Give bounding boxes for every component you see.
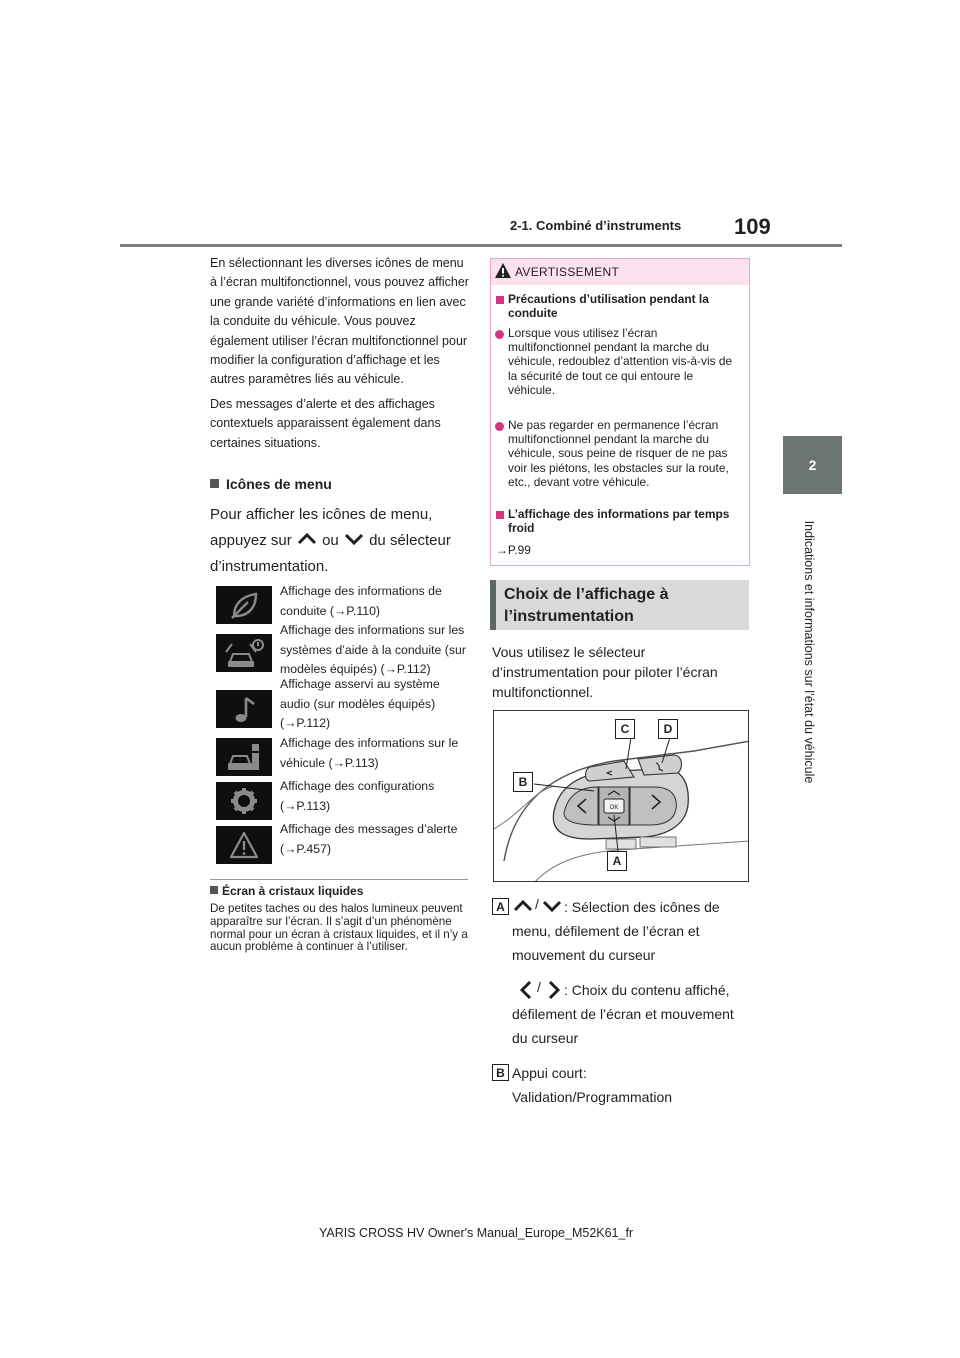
lcd-note-text: De petites taches ou des halos lumineux peuvent apparaître sur l’écran. Il s’agit d’un phénomène normal pour un écran à cristaux liquides, et il n’y a aucun problème à continuer à l’utiliser. [210, 902, 468, 954]
warning-section1-title: Précautions d’utilisation pendant la conduite [508, 292, 709, 321]
menu-instruction-or: ou [322, 532, 339, 549]
section-title: 2-1. Combiné d’instruments [510, 218, 682, 233]
desc-callout-a: A [492, 898, 509, 915]
warning-bullet-2: Ne pas regarder en permanence l’écran multifonctionnel pendant la marche du véhicule, sous peine de risquer de ne pas voir les piétons, les obstacles sur la route, etc., devant votre véhicule. [508, 418, 729, 489]
menu-instruction-before: Pour afficher les icônes de menu, appuyez sur [210, 506, 433, 549]
section-heading: Choix de l’affichage à l’instrumentation [504, 586, 669, 625]
intro-text [210, 254, 472, 458]
icon-desc-driving-info: Affichage des informations de conduite (→P.110) [280, 584, 442, 618]
lcd-note-rule [210, 879, 468, 880]
warning-section2-title: L’affichage des informations par temps froid [508, 507, 730, 536]
ok-button-label: OK [609, 805, 619, 811]
pink-dot-bullet-icon [495, 330, 504, 339]
callout-b: B [513, 772, 533, 792]
slash-separator: / [535, 896, 539, 912]
desc-callout-b: B [492, 1064, 509, 1081]
vehicle-info-icon [216, 738, 272, 776]
warning-triangle-icon [216, 826, 272, 864]
icon-desc-settings: Affichage des configurations (→P.113) [280, 779, 435, 813]
chapter-tab-number: 2 [783, 436, 842, 494]
desc-a-updown: : Sélection des icônes de menu, défilement de l’écran et mouvement du curseur [512, 899, 720, 963]
chevron-up-icon [296, 529, 318, 543]
steering-switch-figure [493, 710, 749, 882]
header-rule [120, 244, 842, 247]
icon-desc-driver-assist: Affichage des informations sur les systèmes d’aide à la conduite (sur modèles équipés) (→P.112) [280, 623, 466, 677]
selector-intro-text: Vous utilisez le sélecteur d’instrumentation pour piloter l’écran multifonctionnel. [492, 644, 718, 700]
menu-instruction [210, 502, 475, 580]
pink-square-bullet-icon [496, 511, 504, 519]
icon-desc-audio: Affichage asservi au système audio (sur modèles équipés) (→P.112) [280, 677, 440, 731]
intro-paragraph-2: Des messages d’alerte et des affichages contextuels apparaissent également dans certaines situations. [210, 396, 441, 450]
page-number: 109 [734, 214, 771, 239]
desc-b-short-press: Appui court: Validation/Programmation [512, 1065, 673, 1105]
leaf-icon [216, 586, 272, 624]
pink-dot-bullet-icon [495, 422, 504, 431]
warning-label: AVERTISSEMENT [515, 265, 620, 279]
gear-icon [216, 782, 272, 820]
icon-desc-vehicle-info: Affichage des informations sur le véhicule (→P.113) [280, 736, 459, 770]
square-bullet-icon [210, 479, 219, 488]
pink-square-bullet-icon [496, 296, 504, 304]
callout-d: D [658, 719, 678, 739]
menu-instruction-after: du sélecteur d’instrumentation. [210, 532, 451, 575]
warning-triangle-icon [494, 262, 512, 279]
menu-icons-heading-text: Icônes de menu [226, 476, 332, 492]
desc-a-leftright: : Choix du contenu affiché, défilement de l’écran et mouvement du curseur [512, 982, 734, 1046]
warning-bullet-1: Lorsque vous utilisez l’écran multifonctionnel pendant la marche du véhicule, redoublez d’attention vis-à-vis de la sécurité de tout ce qui entoure le véhicule. [508, 326, 733, 397]
square-bullet-icon [210, 886, 218, 894]
intro-paragraph-1: En sélectionnant les diverses icônes de menu à l’écran multifonctionnel, vous pouvez afficher une grande variété d’informations en lien avec la conduite du véhicule. Vous pouvez également utiliser l’écran multifonctionnel pour modifier la configuration d’affichage et les autres paramètres liés au véhicule. [210, 256, 469, 387]
music-note-icon [216, 690, 272, 728]
lcd-note-title [210, 884, 363, 898]
lcd-note-title-text: Écran à cristaux liquides [222, 884, 364, 898]
slash-separator: / [537, 979, 541, 995]
footer-manual-id: YARIS CROSS HV Owner's Manual_Europe_M52K61_fr [319, 1226, 634, 1240]
chapter-tab-title-text: Indications et informations sur l’état du véhicule [802, 520, 816, 784]
warning-section2-ref: →P.99 [496, 543, 531, 557]
chevron-down-icon [343, 529, 365, 543]
chapter-tab-title [797, 512, 821, 792]
icon-desc-warning-messages: Affichage des messages d’alerte (→P.457) [280, 822, 458, 856]
driver-assist-car-icon [216, 634, 272, 672]
menu-icons-heading [210, 476, 332, 492]
callout-c: C [615, 719, 635, 739]
callout-a: A [607, 851, 627, 871]
